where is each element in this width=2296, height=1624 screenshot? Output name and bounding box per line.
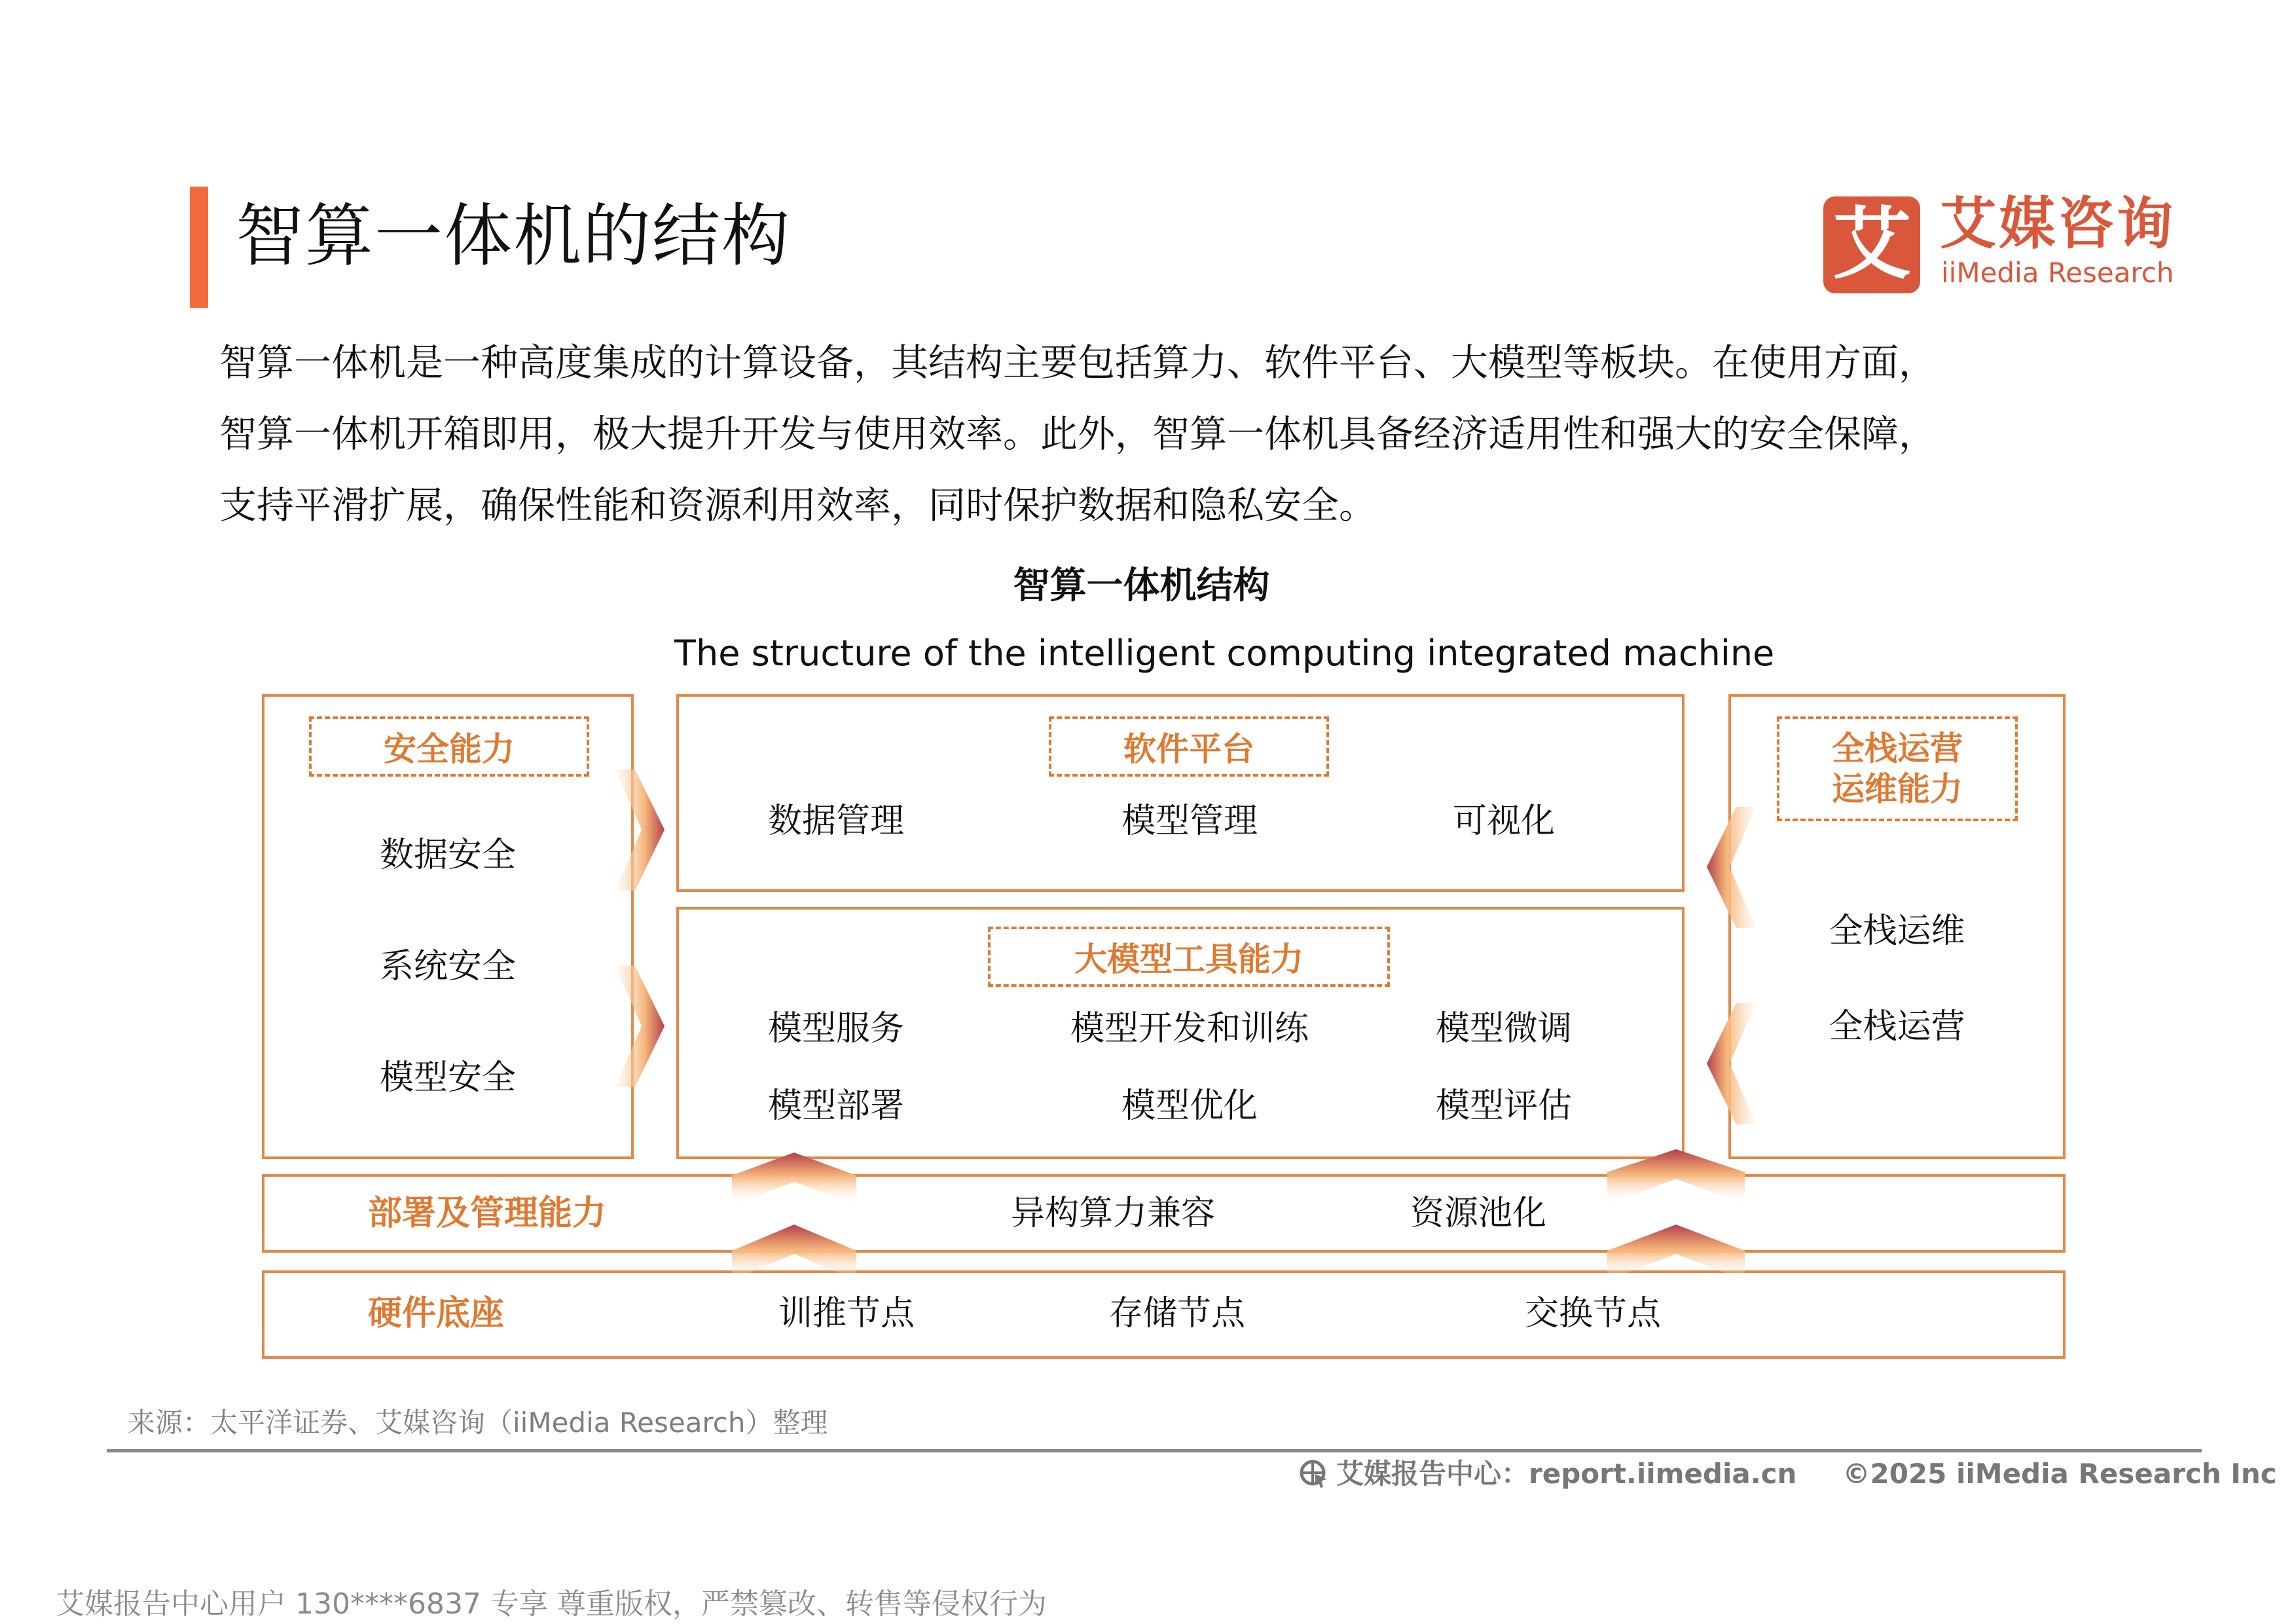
chevron-up-icon — [1607, 1149, 1745, 1205]
hardware-item-train-infer: 训推节点 — [778, 1294, 915, 1333]
logo-mark-icon: 艾 — [1823, 196, 1920, 293]
software-item-model-management: 模型管理 — [1121, 802, 1258, 841]
ops-item-maintenance: 全栈运维 — [1829, 912, 1965, 951]
footer-divider — [107, 1449, 2202, 1452]
hardware-base-band — [262, 1270, 2066, 1359]
logo-name-en: iiMedia Research — [1941, 257, 2174, 289]
intro-line-3: 支持平滑扩展，确保性能和资源利用效率，同时保护数据和隐私安全。 — [219, 484, 1376, 527]
security-label: 安全能力 — [309, 716, 589, 777]
security-panel — [262, 694, 634, 1159]
hardware-item-switch: 交换节点 — [1525, 1294, 1662, 1333]
deploy-item-pooling: 资源池化 — [1410, 1194, 1547, 1233]
iimedia-logo — [1823, 191, 2176, 295]
deploy-item-heterogeneous: 异构算力兼容 — [1011, 1194, 1216, 1233]
hardware-label: 硬件底座 — [368, 1294, 505, 1333]
copyright: ©2025 iiMedia Research Inc — [1842, 1458, 2277, 1490]
chevron-up-icon — [1607, 1225, 1745, 1280]
ops-label — [1777, 716, 2018, 821]
ops-item-operation: 全栈运营 — [1829, 1007, 1965, 1046]
page-title: 智算一体机的结构 — [236, 196, 792, 276]
model-tools-label: 大模型工具能力 — [988, 927, 1390, 987]
intro-paragraph — [219, 327, 2118, 542]
chevron-left-icon — [1704, 1003, 1756, 1124]
user-watermark: 艾媒报告中心用户 130****6837 专享 尊重版权，严禁篡改、转售等侵权行为 — [56, 1587, 1047, 1621]
ops-label-line-1: 全栈运营 — [1832, 729, 1963, 767]
model-tools-panel — [676, 907, 1685, 1159]
diagram-title — [0, 560, 2296, 612]
software-platform-panel — [676, 694, 1685, 892]
hardware-item-storage: 存储节点 — [1109, 1294, 1246, 1333]
security-item-data: 数据安全 — [379, 836, 516, 875]
diagram-subtitle: The structure of the intelligent computing integrated machine — [674, 633, 1775, 674]
deploy-label: 部署及管理能力 — [368, 1194, 607, 1233]
source-note: 来源：太平洋证券、艾媒咨询（iiMedia Research）整理 — [128, 1407, 828, 1439]
model-item-dev-training: 模型开发和训练 — [1070, 1009, 1309, 1048]
model-item-deploy: 模型部署 — [767, 1086, 904, 1126]
chevron-right-icon — [615, 966, 668, 1087]
model-item-finetune: 模型微调 — [1435, 1009, 1572, 1048]
intro-line-1: 智算一体机是一种高度集成的计算设备，其结构主要包括算力、软件平台、大模型等板块。在使用方面， — [219, 341, 1936, 384]
software-item-data-management: 数据管理 — [767, 802, 904, 841]
logo-name-cn: 艾媒咨询 — [1940, 191, 2176, 257]
report-center-link[interactable]: 艾媒报告中心：report.iimedia.cn — [1336, 1458, 1797, 1490]
title-accent-bar — [190, 187, 208, 308]
ops-panel — [1728, 694, 2066, 1159]
chevron-right-icon — [615, 769, 668, 891]
model-item-optimize: 模型优化 — [1121, 1086, 1258, 1126]
software-platform-label: 软件平台 — [1049, 716, 1329, 777]
chevron-up-icon — [732, 1153, 856, 1205]
footer — [1300, 1455, 2277, 1493]
deploy-management-band — [262, 1174, 2066, 1253]
model-item-service: 模型服务 — [767, 1009, 904, 1048]
diagram-title-text: 智算一体机结构 — [1013, 564, 1270, 607]
ops-label-line-2: 运维能力 — [1832, 770, 1963, 808]
security-item-system: 系统安全 — [379, 947, 516, 986]
globe-cursor-icon — [1300, 1460, 1328, 1488]
chevron-up-icon — [732, 1225, 856, 1280]
chevron-left-icon — [1704, 807, 1756, 928]
model-item-evaluate: 模型评估 — [1435, 1086, 1572, 1126]
intro-line-2: 智算一体机开箱即用，极大提升开发与使用效率。此外，智算一体机具备经济适用性和强大的安全保障， — [219, 413, 1936, 456]
software-item-visualization: 可视化 — [1452, 802, 1555, 841]
security-item-model: 模型安全 — [379, 1058, 516, 1098]
